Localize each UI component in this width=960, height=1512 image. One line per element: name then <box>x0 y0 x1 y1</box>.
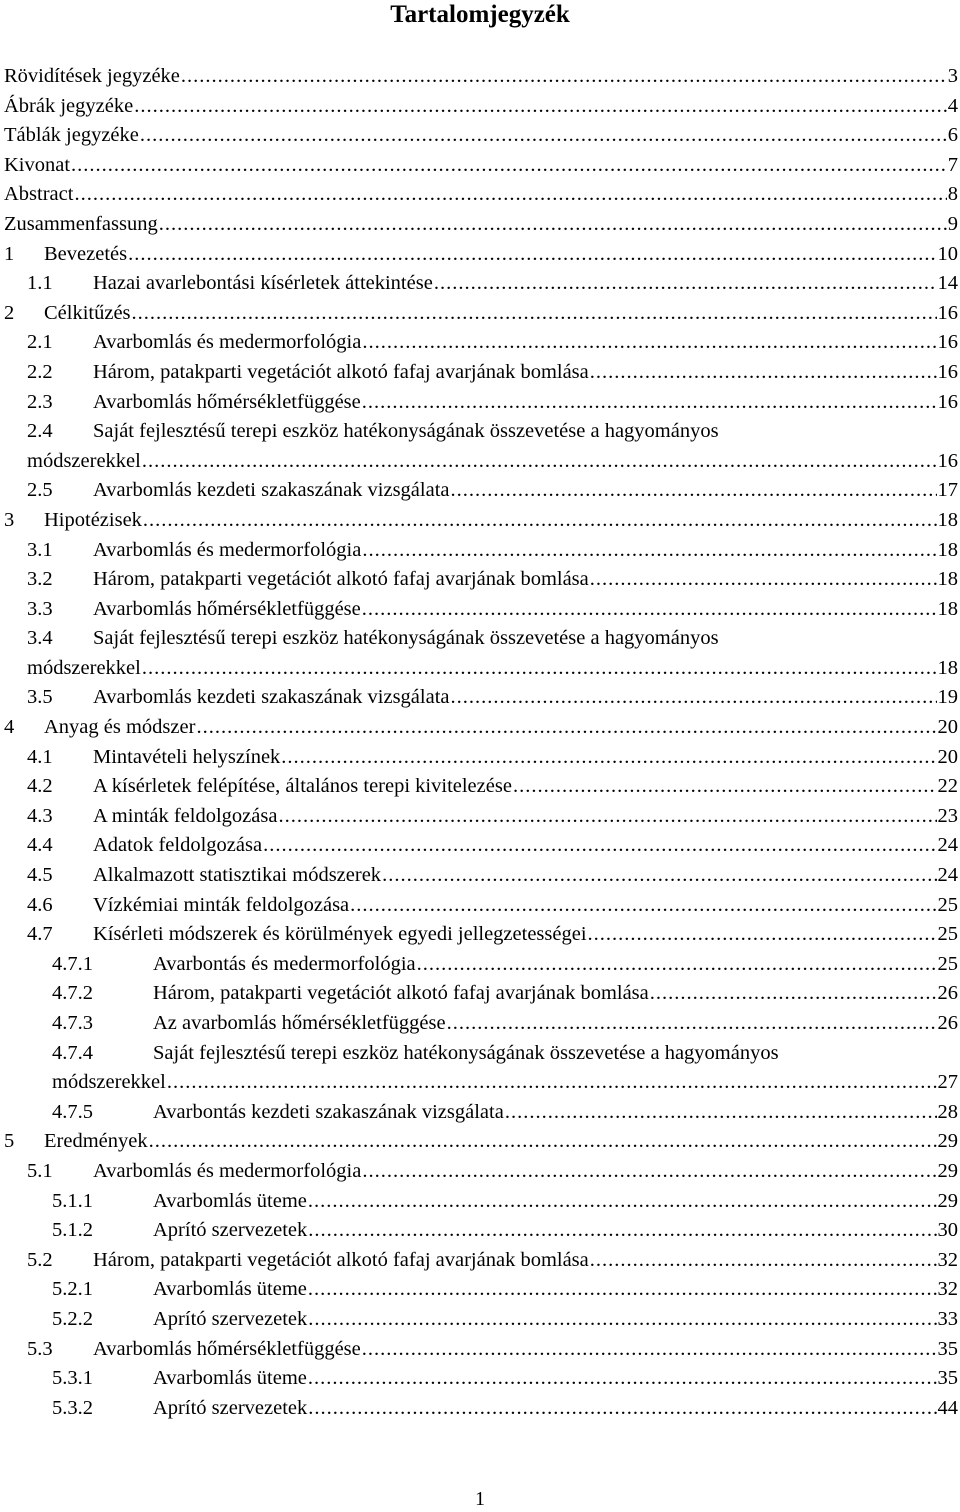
toc-entry[interactable] <box>4 180 958 210</box>
toc-leader-dots <box>451 476 937 506</box>
toc-leader-dots <box>451 683 937 713</box>
toc-entry-number: 4.3 <box>27 804 53 827</box>
toc-entry-page: 30 <box>937 1219 958 1242</box>
toc-entry[interactable] <box>4 1039 958 1069</box>
toc-leader-dots <box>362 1157 936 1187</box>
toc-entry-page: 16 <box>937 301 958 324</box>
toc-entry-number: 4.7.3 <box>52 1012 93 1034</box>
toc-entry-number: 4.7.5 <box>52 1100 93 1123</box>
toc-entry-title: Három, patakparti vegetációt alkotó fafaj avarjának bomlása <box>93 360 589 383</box>
toc-entry[interactable] <box>4 506 958 536</box>
toc-leader-dots <box>149 1127 937 1157</box>
toc-entry-number: 3.1 <box>27 538 53 561</box>
toc-entry[interactable] <box>4 1246 958 1276</box>
toc-entry[interactable] <box>4 358 958 388</box>
toc-entry-number: 5.2 <box>27 1248 53 1271</box>
toc-entry-number: 5.1 <box>27 1159 53 1182</box>
toc-entry-title: Bevezetés <box>44 242 128 265</box>
toc-entry-title: Saját fejlesztésű terepi eszköz hatékonyságának összevetése a hagyományos <box>153 1041 779 1064</box>
toc-entry-number: 5.1.1 <box>52 1189 93 1212</box>
toc-leader-dots <box>181 62 947 92</box>
toc-leader-dots <box>308 1364 937 1394</box>
toc-entry-page: 6 <box>947 124 958 147</box>
toc-entry-page: 29 <box>937 1159 958 1182</box>
toc-entry[interactable] <box>4 743 958 773</box>
toc-entry-number: 4.7.2 <box>52 982 93 1005</box>
toc-leader-dots <box>159 210 947 240</box>
toc-leader-dots <box>143 506 937 536</box>
toc-entry-continuation[interactable] <box>4 447 958 477</box>
table-of-contents <box>4 62 958 1423</box>
page-title: Tartalomjegyzék <box>390 1 570 28</box>
toc-entry-page: 19 <box>937 686 958 709</box>
toc-entry-page: 20 <box>937 716 958 739</box>
toc-leader-dots <box>74 180 946 210</box>
toc-entry-page: 25 <box>937 952 958 975</box>
toc-entry[interactable] <box>4 210 958 240</box>
toc-entry-title: A minták feldolgozása <box>93 804 278 827</box>
toc-entry-title: Avarbontás kezdeti szakaszának vizsgálata <box>153 1100 504 1123</box>
toc-entry[interactable] <box>4 92 958 122</box>
toc-entry[interactable] <box>4 388 958 418</box>
toc-entry[interactable] <box>4 831 958 861</box>
toc-entry-page: 26 <box>937 982 958 1005</box>
toc-entry[interactable] <box>4 1394 958 1424</box>
toc-entry-title: Avarbomlás kezdeti szakaszának vizsgálata <box>93 479 450 502</box>
toc-leader-dots <box>362 388 937 418</box>
toc-entry[interactable] <box>4 328 958 358</box>
toc-leader-dots <box>590 1246 937 1276</box>
toc-entry[interactable] <box>4 151 958 181</box>
toc-entry-title: Avarbomlás és medermorfológia <box>93 1159 362 1182</box>
toc-entry-page: 18 <box>937 538 958 561</box>
toc-leader-dots <box>142 447 937 477</box>
toc-entry-number: 1.1 <box>27 272 53 295</box>
toc-entry-page: 10 <box>937 242 958 265</box>
toc-entry-page: 44 <box>937 1396 958 1419</box>
toc-entry-title: Kísérleti módszerek és körülmények egyedi jellegzetességei <box>93 923 587 946</box>
toc-entry-title: Vízkémiai minták feldolgozása <box>93 893 350 916</box>
toc-entry-page: 7 <box>947 153 958 176</box>
toc-leader-dots <box>308 1305 936 1335</box>
toc-entry-title: Az avarbomlás hőmérsékletfüggése <box>153 1012 446 1034</box>
toc-entry-title: Avarbomlás hőmérsékletfüggése <box>93 1337 361 1360</box>
toc-entry-number: 4.1 <box>27 745 53 768</box>
toc-entry[interactable] <box>4 683 958 713</box>
toc-entry-page: 20 <box>937 745 958 768</box>
toc-entry-title-continued: módszerekkel <box>52 1071 166 1094</box>
toc-entry-number: 5.3.2 <box>52 1396 93 1419</box>
toc-leader-dots <box>308 1216 936 1246</box>
toc-entry[interactable] <box>4 299 958 329</box>
toc-entry-title: Avarbomlás üteme <box>153 1189 307 1212</box>
toc-entry-title: Mintavételi helyszínek <box>93 745 281 768</box>
toc-entry[interactable] <box>4 920 958 950</box>
toc-entry[interactable] <box>4 62 958 92</box>
toc-entry-number: 3.2 <box>27 568 53 591</box>
toc-leader-dots <box>590 358 937 388</box>
toc-leader-dots <box>132 299 937 329</box>
toc-entry-page: 35 <box>937 1337 958 1360</box>
toc-entry-page: 16 <box>937 331 958 354</box>
toc-entry[interactable] <box>4 476 958 506</box>
toc-entry[interactable] <box>4 565 958 595</box>
toc-entry-number: 2.5 <box>27 479 53 502</box>
toc-entry-page: 18 <box>937 568 958 591</box>
toc-entry-title: Aprító szervezetek <box>153 1219 308 1242</box>
toc-entry-title: Eredmények <box>44 1130 148 1153</box>
toc-entry-title: Aprító szervezetek <box>153 1307 308 1330</box>
toc-entry[interactable] <box>4 121 958 151</box>
toc-entry-number: 5 <box>4 1130 15 1153</box>
toc-entry[interactable] <box>4 1098 958 1128</box>
toc-leader-dots <box>140 121 947 151</box>
toc-entry-title: Célkitűzés <box>44 301 131 324</box>
toc-entry-page: 16 <box>937 360 958 383</box>
toc-entry-page: 33 <box>937 1307 958 1330</box>
toc-entry-page: 25 <box>937 923 958 946</box>
toc-entry-number: 4.7.4 <box>52 1041 93 1064</box>
toc-leader-dots <box>513 772 937 802</box>
toc-entry-title: Adatok feldolgozása <box>93 834 263 857</box>
toc-leader-dots <box>196 713 936 743</box>
toc-entry-page: 8 <box>947 183 958 206</box>
toc-entry-page: 29 <box>937 1189 958 1212</box>
toc-entry[interactable] <box>4 1335 958 1365</box>
toc-entry-number: 3.4 <box>27 627 53 650</box>
toc-entry-title: Három, patakparti vegetációt alkotó fafaj avarjának bomlása <box>93 1248 589 1271</box>
toc-entry-number: 4.6 <box>27 893 53 916</box>
toc-entry[interactable] <box>4 802 958 832</box>
toc-entry[interactable] <box>4 417 958 447</box>
toc-entry-title-continued: módszerekkel <box>27 656 141 679</box>
toc-entry-title: Három, patakparti vegetációt alkotó fafaj avarjának bomlása <box>93 568 589 591</box>
toc-entry-page: 25 <box>937 893 958 916</box>
toc-leader-dots <box>350 891 936 921</box>
toc-entry-title: Zusammenfassung <box>4 212 158 235</box>
toc-entry-title: A kísérletek felépítése, általános terepi kivitelezése <box>93 775 512 798</box>
toc-entry-title: Avarbomlás és medermorfológia <box>93 538 362 561</box>
toc-entry-title: Saját fejlesztésű terepi eszköz hatékonyságának összevetése a hagyományos <box>93 420 719 443</box>
toc-entry-title: Rövidítések jegyzéke <box>4 65 180 87</box>
toc-leader-dots <box>382 861 936 891</box>
toc-entry-number: 4.2 <box>27 775 53 798</box>
toc-entry-title: Táblák jegyzéke <box>4 124 139 147</box>
toc-entry-title: Ábrák jegyzéke <box>4 94 134 117</box>
toc-entry[interactable] <box>4 713 958 743</box>
toc-entry-page: 17 <box>937 479 958 502</box>
toc-entry-title: Avarbomlás hőmérsékletfüggése <box>93 390 361 413</box>
toc-entry-number: 1 <box>4 242 15 265</box>
toc-leader-dots <box>308 1394 936 1424</box>
toc-entry-page: 3 <box>947 65 958 87</box>
toc-leader-dots <box>263 831 936 861</box>
toc-entry[interactable] <box>4 240 958 270</box>
toc-entry-title: Három, patakparti vegetációt alkotó fafaj avarjának bomlása <box>153 982 649 1005</box>
toc-leader-dots <box>362 595 937 625</box>
toc-entry[interactable] <box>4 1009 958 1039</box>
toc-entry-title: Abstract <box>4 183 74 206</box>
toc-leader-dots <box>278 802 936 832</box>
toc-entry-number: 5.3.1 <box>52 1367 93 1390</box>
toc-entry-title: Hazai avarlebontási kísérletek áttekintése <box>93 272 433 295</box>
toc-entry[interactable] <box>4 772 958 802</box>
toc-entry[interactable] <box>4 1127 958 1157</box>
toc-entry-title: Aprító szervezetek <box>153 1396 308 1419</box>
toc-leader-dots <box>434 269 937 299</box>
toc-entry-number: 3.5 <box>27 686 53 709</box>
toc-entry[interactable] <box>4 624 958 654</box>
toc-entry[interactable] <box>4 269 958 299</box>
toc-entry-number: 5.3 <box>27 1337 53 1360</box>
toc-leader-dots <box>590 565 937 595</box>
toc-entry-page: 28 <box>937 1100 958 1123</box>
toc-entry-number: 4.7.1 <box>52 952 93 975</box>
toc-entry-page: 32 <box>937 1278 958 1301</box>
toc-entry-page: 16 <box>937 390 958 413</box>
toc-entry[interactable] <box>4 861 958 891</box>
toc-entry-page: 18 <box>937 597 958 620</box>
toc-entry-number: 5.2.1 <box>52 1278 93 1301</box>
toc-entry-page: 9 <box>947 212 958 235</box>
toc-entry-number: 4.5 <box>27 864 53 887</box>
toc-entry[interactable] <box>4 1305 958 1335</box>
toc-entry-title: Anyag és módszer <box>44 716 196 739</box>
toc-entry-title: Avarbomlás és medermorfológia <box>93 331 362 354</box>
toc-entry-title: Avarbomlás üteme <box>153 1367 307 1390</box>
toc-entry-number: 4.7 <box>27 923 53 946</box>
toc-entry-page: 18 <box>937 656 958 679</box>
toc-entry-page: 14 <box>937 272 958 295</box>
toc-entry[interactable] <box>4 1187 958 1217</box>
toc-entry[interactable] <box>4 1275 958 1305</box>
toc-entry[interactable] <box>4 979 958 1009</box>
toc-leader-dots <box>71 151 947 181</box>
toc-entry-page: 22 <box>937 775 958 798</box>
toc-entry-number: 2.3 <box>27 390 53 413</box>
toc-entry-page: 32 <box>937 1248 958 1271</box>
toc-entry-page: 26 <box>937 1012 958 1034</box>
toc-entry-page: 24 <box>937 834 958 857</box>
toc-entry[interactable] <box>4 1364 958 1394</box>
toc-leader-dots <box>308 1275 937 1305</box>
toc-entry-title: Avarbomlás hőmérsékletfüggése <box>93 597 361 620</box>
toc-leader-dots <box>362 328 936 358</box>
toc-entry-number: 4 <box>4 716 15 739</box>
toc-entry-page: 16 <box>937 449 958 472</box>
toc-leader-dots <box>588 920 937 950</box>
toc-leader-dots <box>167 1068 937 1098</box>
page-number: 1 <box>475 1488 485 1510</box>
toc-entry[interactable] <box>4 595 958 625</box>
toc-entry-number: 5.2.2 <box>52 1307 93 1330</box>
toc-leader-dots <box>505 1098 937 1128</box>
toc-leader-dots <box>134 92 947 122</box>
toc-leader-dots <box>308 1187 937 1217</box>
toc-entry-continuation[interactable] <box>4 654 958 684</box>
toc-entry-title: Saját fejlesztésű terepi eszköz hatékonyságának összevetése a hagyományos <box>93 627 719 650</box>
toc-entry-number: 3 <box>4 508 15 531</box>
toc-entry-page: 27 <box>937 1071 958 1094</box>
toc-entry[interactable] <box>4 1157 958 1187</box>
toc-entry-number: 3.3 <box>27 597 53 620</box>
toc-entry-page: 4 <box>947 94 958 117</box>
toc-leader-dots <box>362 1335 937 1365</box>
toc-entry-title: Kivonat <box>4 153 71 176</box>
toc-entry[interactable] <box>4 891 958 921</box>
toc-entry-page: 18 <box>937 508 958 531</box>
toc-leader-dots <box>447 1009 937 1039</box>
toc-entry-number: 2.2 <box>27 360 53 383</box>
toc-leader-dots <box>142 654 937 684</box>
toc-entry-page: 23 <box>937 804 958 827</box>
toc-entry-number: 2 <box>4 301 15 324</box>
toc-entry-page: 29 <box>937 1130 958 1153</box>
toc-entry-title: Avarbomlás kezdeti szakaszának vizsgálata <box>93 686 450 709</box>
toc-entry-title: Alkalmazott statisztikai módszerek <box>93 864 382 887</box>
toc-entry-title: Avarbontás és medermorfológia <box>153 952 416 975</box>
toc-entry-page: 24 <box>937 864 958 887</box>
toc-entry-title: Avarbomlás üteme <box>153 1278 307 1301</box>
toc-leader-dots <box>417 950 937 980</box>
toc-entry[interactable] <box>4 1216 958 1246</box>
toc-entry-number: 4.4 <box>27 834 53 857</box>
toc-entry-title: Hipotézisek <box>44 508 142 531</box>
toc-entry-continuation[interactable] <box>4 1068 958 1098</box>
toc-entry-title-continued: módszerekkel <box>27 449 141 472</box>
toc-leader-dots <box>650 979 937 1009</box>
toc-entry-page: 35 <box>937 1367 958 1390</box>
toc-leader-dots <box>362 536 936 566</box>
toc-entry-number: 5.1.2 <box>52 1219 93 1242</box>
toc-leader-dots <box>128 240 936 270</box>
toc-leader-dots <box>281 743 936 773</box>
toc-entry-number: 2.1 <box>27 331 53 354</box>
toc-entry-number: 2.4 <box>27 420 53 443</box>
toc-entry[interactable] <box>4 536 958 566</box>
toc-entry[interactable] <box>4 950 958 980</box>
